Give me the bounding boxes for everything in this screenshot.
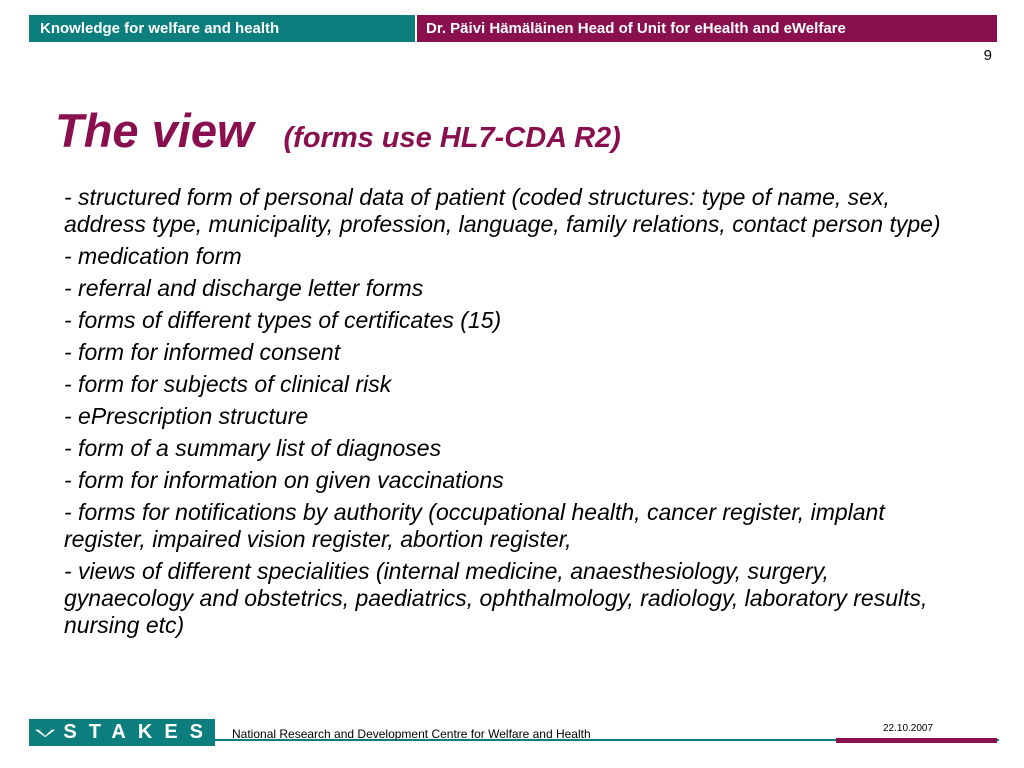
slide-title — [55, 103, 621, 158]
title-main: The view — [55, 104, 254, 157]
list-item: - structured form of personal data of patient (coded structures: type of name, sex, address type, municipality, profession, language, family relations, contact person type) — [64, 184, 941, 237]
stakes-logo-icon — [35, 723, 55, 743]
list-item: - views of different specialities (internal medicine, anaesthesiology, surgery, gynaecology and obstetrics, paediatrics, ophthalmology, radiology, laboratory results, nursing etc) — [64, 558, 928, 638]
header-right-text: Dr. Päivi Hämäläinen Head of Unit for eHealth and eWelfare — [426, 20, 846, 37]
footer-accent-bar — [836, 738, 997, 743]
list-item: - form of a summary list of diagnoses — [64, 435, 442, 461]
header-right-banner — [417, 15, 997, 42]
list-item: - form for informed consent — [64, 339, 341, 365]
list-item: - referral and discharge letter forms — [64, 275, 424, 301]
stakes-logo — [29, 719, 215, 746]
list-item: - form for subjects of clinical risk — [64, 371, 392, 397]
organization-name: National Research and Development Centre for Welfare and Health — [232, 727, 591, 741]
title-sub: (forms use HL7-CDA R2) — [283, 122, 621, 154]
content-list — [64, 184, 944, 644]
list-item: - medication form — [64, 243, 242, 269]
page-number: 9 — [983, 47, 992, 64]
list-item: - ePrescription structure — [64, 403, 309, 429]
logo-text: STAKES — [63, 721, 215, 743]
list-item: - form for information on given vaccinations — [64, 467, 504, 493]
footer-date: 22.10.2007 — [883, 723, 934, 734]
header-left-text: Knowledge for welfare and health — [40, 20, 280, 37]
header-left-banner — [29, 15, 415, 42]
list-item: - forms for notifications by authority (occupational health, cancer register, implant register, impaired vision register, abortion register, — [64, 499, 885, 552]
list-item: - forms of different types of certificates (15) — [64, 307, 502, 333]
